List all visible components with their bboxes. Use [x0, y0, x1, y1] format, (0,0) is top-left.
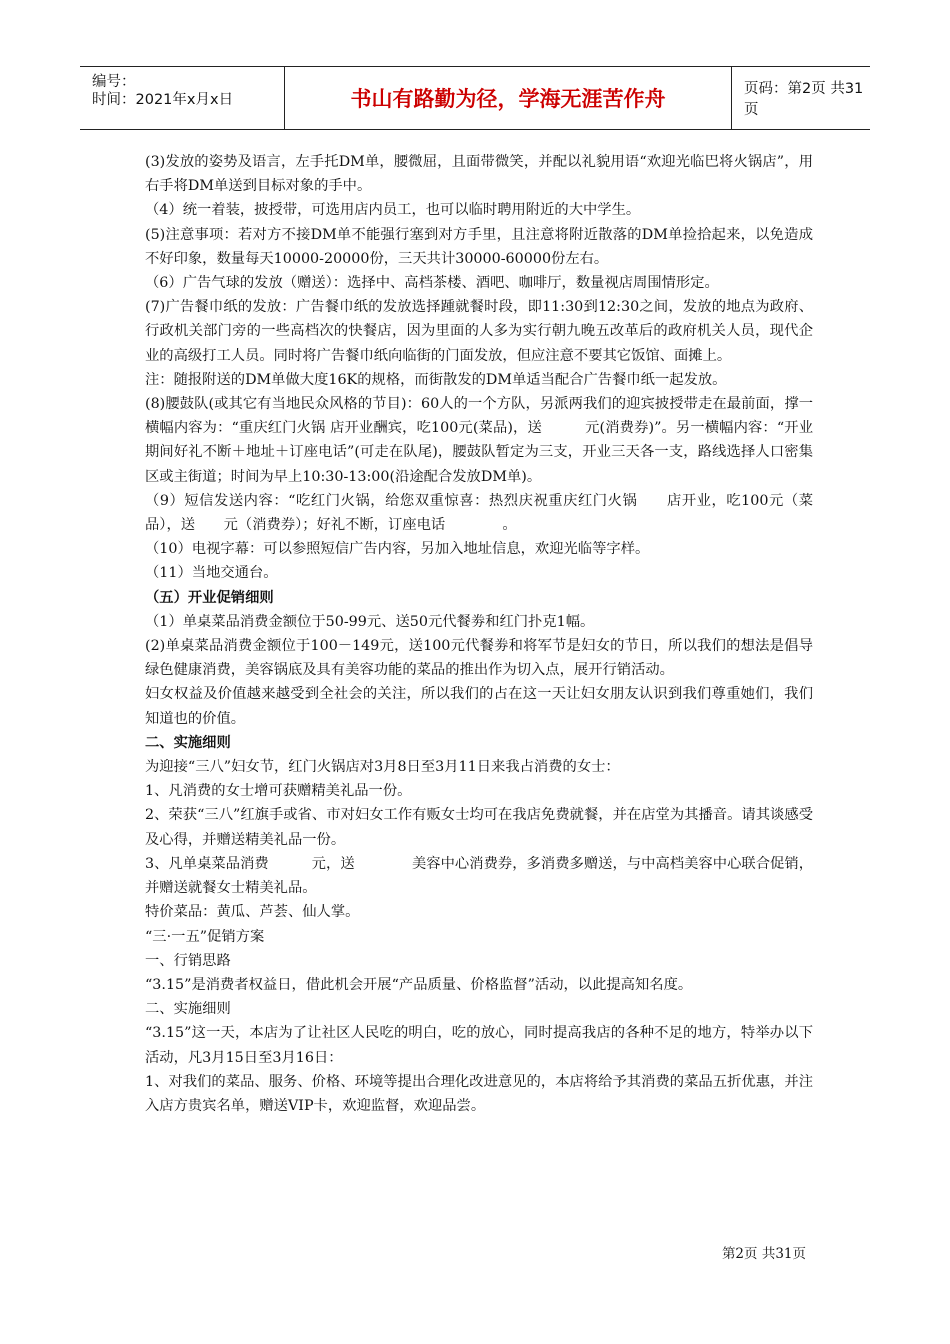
paragraph: 妇女权益及价值越来越受到全社会的关注，所以我们的占在这一天让妇女朋友认识到我们尊重她们，我们知道也的价值。 [145, 686, 813, 727]
paragraph: 1、对我们的菜品、服务、价格、环境等提出合理化改进意见的，本店将给予其消费的菜品五折优惠，并注入店方贵宾名单，赠送VIP卡，欢迎监督，欢迎品尝。 [145, 1073, 813, 1114]
paragraph: “三·一五”促销方案 [145, 928, 265, 945]
paragraph: （1）单桌菜品消费金额位于50-99元、送50元代餐劵和红门扑克1幅。 [145, 613, 595, 630]
paragraph: “3.15”是消费者权益日，借此机会开展“产品质量、价格监督”活动，以此提高知名度。 [145, 976, 693, 993]
paragraph: （9）短信发送内容：“吃红门火锅，给您双重惊喜：热烈庆祝重庆红门火锅 店开业，吃100元（菜品），送 元（消费券）；好礼不断，订座电话 。 [145, 492, 813, 534]
paragraph: （11）当地交通台。 [145, 565, 278, 582]
paragraph: 注：随报附送的DM单做大度16K的规格，而街散发的DM单适当配合广告餐巾纸一起发放。 [145, 371, 727, 388]
paragraph: 特价菜品：黄瓜、芦荟、仙人掌。 [145, 904, 360, 921]
paragraph: (3)发放的姿势及语言，左手托DM单，腰微屈，且面带微笑，并配以礼貌用语“欢迎光临巴将火锅店”，用右手将DM单送到目标对象的手中。 [145, 154, 813, 195]
paragraph: （6）广告气球的发放（赠送）：选择中、高档茶楼、酒吧、咖啡厅，数量视店周围情形定。 [145, 275, 719, 292]
header-motto: 书山有路勤为径，学海无涯苦作舟 [284, 67, 732, 129]
paragraph: 1、凡消费的女士增可获赠精美礼品一份。 [145, 783, 412, 800]
paragraph: 二、实施细则 [145, 1001, 231, 1018]
paragraph: （10）电视字幕：可以参照短信广告内容，另加入地址信息，欢迎光临等字样。 [145, 541, 650, 558]
page-footer: 第2页 共31页 [721, 1246, 806, 1262]
section-heading: （五）开业促销细则 [145, 589, 274, 606]
paragraph: 为迎接“三八”妇女节，红门火锅店对3月8日至3月11日来我占消费的女士： [145, 759, 620, 776]
paragraph: 3、凡单桌菜品消费 元，送 美容中心消费券，多消费多赠送，与中高档美容中心联合促销，并赠送就餐女士精美礼品。 [145, 855, 813, 897]
section-heading: 二、实施细则 [145, 734, 231, 751]
paragraph: (5)注意事项：若对方不接DM单不能强行塞到对方手里，且注意将附近散落的DM单捡拾起来，以免造成不好印象，数量每天10000-20000份，三天共计30000-60000份左右。 [145, 226, 813, 267]
paragraph: (2)单桌菜品消费金额位于100－149元，送100元代餐劵和将军节是妇女的节日，所以我们的想法是倡导绿色健康消费，美容锅底及具有美容功能的菜品的推出作为切入点，展开行销活动。 [145, 638, 813, 679]
paragraph: （4）统一着装，披授带，可选用店内员工，也可以临时聘用附近的大中学生。 [145, 202, 641, 219]
header-page-info: 页码：第2页 共31页 [744, 81, 864, 118]
document-time-label: 时间：2021年x月x日 [92, 92, 234, 108]
paragraph: (8)腰鼓队(或其它有当地民众风格的节目)：60人的一个方队，另派两我们的迎宾披授带走在最前面，撑一横幅内容为：“重庆红门火锅 店开业酬宾，吃100元(菜品)，送 元(消费券)”。另一横幅内容：“开业期间好礼不断＋地址＋订座电话”(可走在队尾)，腰鼓队暂定为三支，开业三天各一支，路线选择人口密集区或主街道；时间为早上10:30-13:00(沿途配合发放DM单)。 [145, 396, 813, 485]
paragraph: (7)广告餐巾纸的发放：广告餐巾纸的发放选择踵就餐时段，即11:30到12:30之间，发放的地点为政府、行政机关部门旁的一些高档次的快餐店，因为里面的人多为实行朝九晚五改革后的政府机关人员，现代企业的高级打工人员。同时将广告餐巾纸向临街的门面发放，但应注意不要其它饭馆、面摊上。 [145, 299, 813, 364]
document-body [145, 150, 813, 1118]
header-meta [80, 67, 284, 129]
page-header [80, 66, 870, 130]
paragraph: 一、行销思路 [145, 952, 231, 969]
paragraph: “3.15”这一天，本店为了让社区人民吃的明白，吃的放心，同时提高我店的各种不足的地方，特举办以下活动，凡3月15日至3月16日： [145, 1025, 813, 1066]
paragraph: 2、荣获“三八”红旗手或省、市对妇女工作有贩女士均可在我店免费就餐，并在店堂为其播音。请其谈感受及心得，并赠送精美礼品一份。 [145, 807, 813, 848]
document-code-label: 编号： [92, 74, 136, 90]
